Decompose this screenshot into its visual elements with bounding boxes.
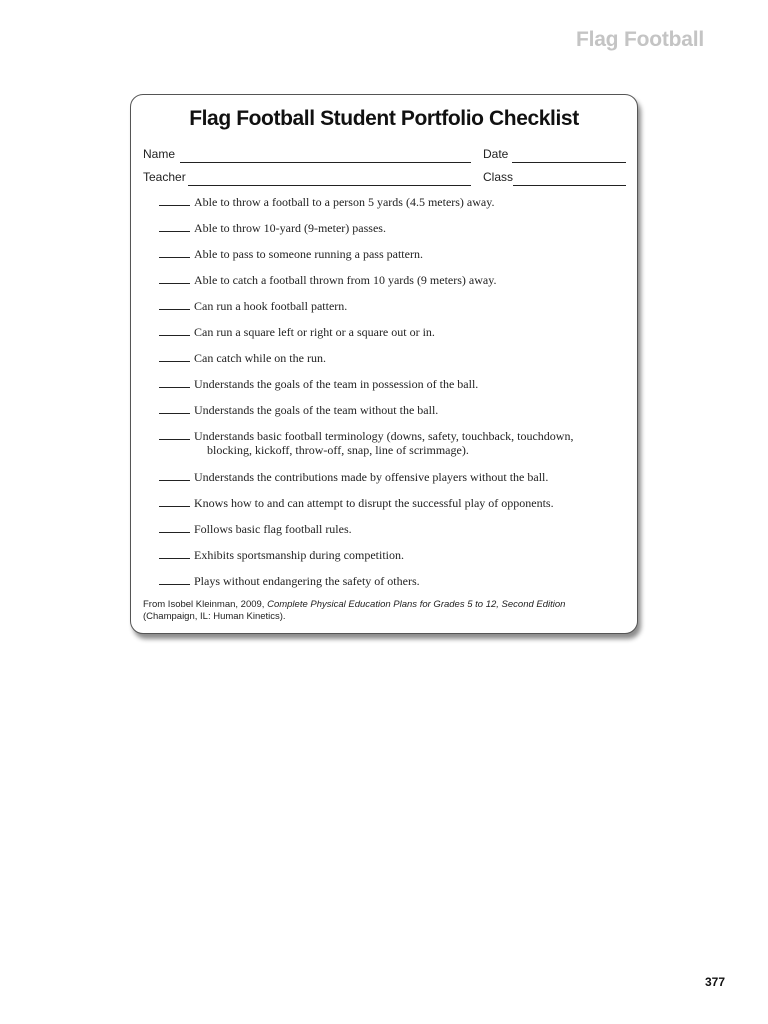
name-line xyxy=(180,162,471,163)
checklist-item xyxy=(159,377,629,391)
date-line xyxy=(512,162,626,163)
checklist-item xyxy=(159,496,629,510)
class-label: Class xyxy=(483,170,514,184)
teacher-line xyxy=(188,185,471,186)
checklist-item-text: Plays without endangering the safety of others. xyxy=(194,574,420,588)
checkbox-blank[interactable] xyxy=(159,522,190,533)
checklist-item-text: Exhibits sportsmanship during competition. xyxy=(194,548,404,562)
checklist-item-text: Can run a square left or right or a square out or in. xyxy=(194,325,435,339)
checkbox-blank[interactable] xyxy=(159,574,190,585)
checkbox-blank[interactable] xyxy=(159,195,190,206)
checklist-item-text: Able to throw a football to a person 5 yards (4.5 meters) away. xyxy=(194,195,495,209)
checkbox-blank[interactable] xyxy=(159,351,190,362)
teacher-field[interactable] xyxy=(143,170,471,186)
checklist-item xyxy=(159,195,629,209)
checklist-item xyxy=(159,429,629,457)
checklist-item-text: Knows how to and can attempt to disrupt the successful play of opponents. xyxy=(194,496,554,510)
checklist-item-text: Follows basic flag football rules. xyxy=(194,522,352,536)
source-prefix: From Isobel Kleinman, 2009, xyxy=(143,599,268,610)
source-citation xyxy=(143,599,623,623)
checkbox-blank[interactable] xyxy=(159,403,190,414)
checkbox-blank[interactable] xyxy=(159,299,190,310)
class-line xyxy=(513,185,626,186)
checklist-item-text: Understands basic football terminology (downs, safety, touchback, touchdown, xyxy=(194,429,574,443)
checklist-item xyxy=(159,351,629,365)
checklist-item-text-continued: blocking, kickoff, throw-off, snap, line of scrimmage). xyxy=(207,443,469,457)
checklist-item-text: Able to pass to someone running a pass pattern. xyxy=(194,247,423,261)
checklist-item xyxy=(159,247,629,261)
checklist-item xyxy=(159,299,629,313)
date-field[interactable] xyxy=(483,147,626,163)
checklist-item xyxy=(159,522,629,536)
checklist-card xyxy=(130,94,638,634)
checklist-item-text: Able to throw 10-yard (9-meter) passes. xyxy=(194,221,386,235)
checkbox-blank[interactable] xyxy=(159,496,190,507)
checklist-title: Flag Football Student Portfolio Checklist xyxy=(189,107,579,130)
page-number: 377 xyxy=(704,975,725,989)
checkbox-blank[interactable] xyxy=(159,470,190,481)
checkbox-blank[interactable] xyxy=(159,221,190,232)
checklist-item-text: Can catch while on the run. xyxy=(194,351,326,365)
checklist-item xyxy=(159,574,629,588)
checklist-item-text: Understands the contributions made by offensive players without the ball. xyxy=(194,470,549,484)
checklist-item-text: Understands the goals of the team without the ball. xyxy=(194,403,439,417)
checklist-item xyxy=(159,273,629,287)
name-field[interactable] xyxy=(143,147,471,163)
checkbox-blank[interactable] xyxy=(159,548,190,559)
field-row-teacher-class xyxy=(143,170,625,188)
checklist-item xyxy=(159,403,629,417)
running-head: Flag Football xyxy=(575,28,704,51)
source-suffix: (Champaign, IL: Human Kinetics). xyxy=(143,611,286,622)
field-row-name-date xyxy=(143,147,625,165)
checkbox-blank[interactable] xyxy=(159,325,190,336)
checklist-item xyxy=(159,470,629,484)
checkbox-blank[interactable] xyxy=(159,377,190,388)
checklist-item-text: Able to catch a football thrown from 10 yards (9 meters) away. xyxy=(194,273,497,287)
checklist-item xyxy=(159,221,629,235)
checkbox-blank[interactable] xyxy=(159,247,190,258)
checklist-item xyxy=(159,548,629,562)
checkbox-blank[interactable] xyxy=(159,429,190,440)
class-field[interactable] xyxy=(483,170,626,186)
checklist-item xyxy=(159,325,629,339)
date-label: Date xyxy=(483,147,509,161)
teacher-label: Teacher xyxy=(143,170,186,184)
source-book-title: Complete Physical Education Plans for Grades 5 to 12, Second Edition xyxy=(267,599,566,610)
checkbox-blank[interactable] xyxy=(159,273,190,284)
name-label: Name xyxy=(143,147,176,161)
checklist-item-text: Can run a hook football pattern. xyxy=(194,299,348,313)
checklist-item-text: Understands the goals of the team in possession of the ball. xyxy=(194,377,479,391)
